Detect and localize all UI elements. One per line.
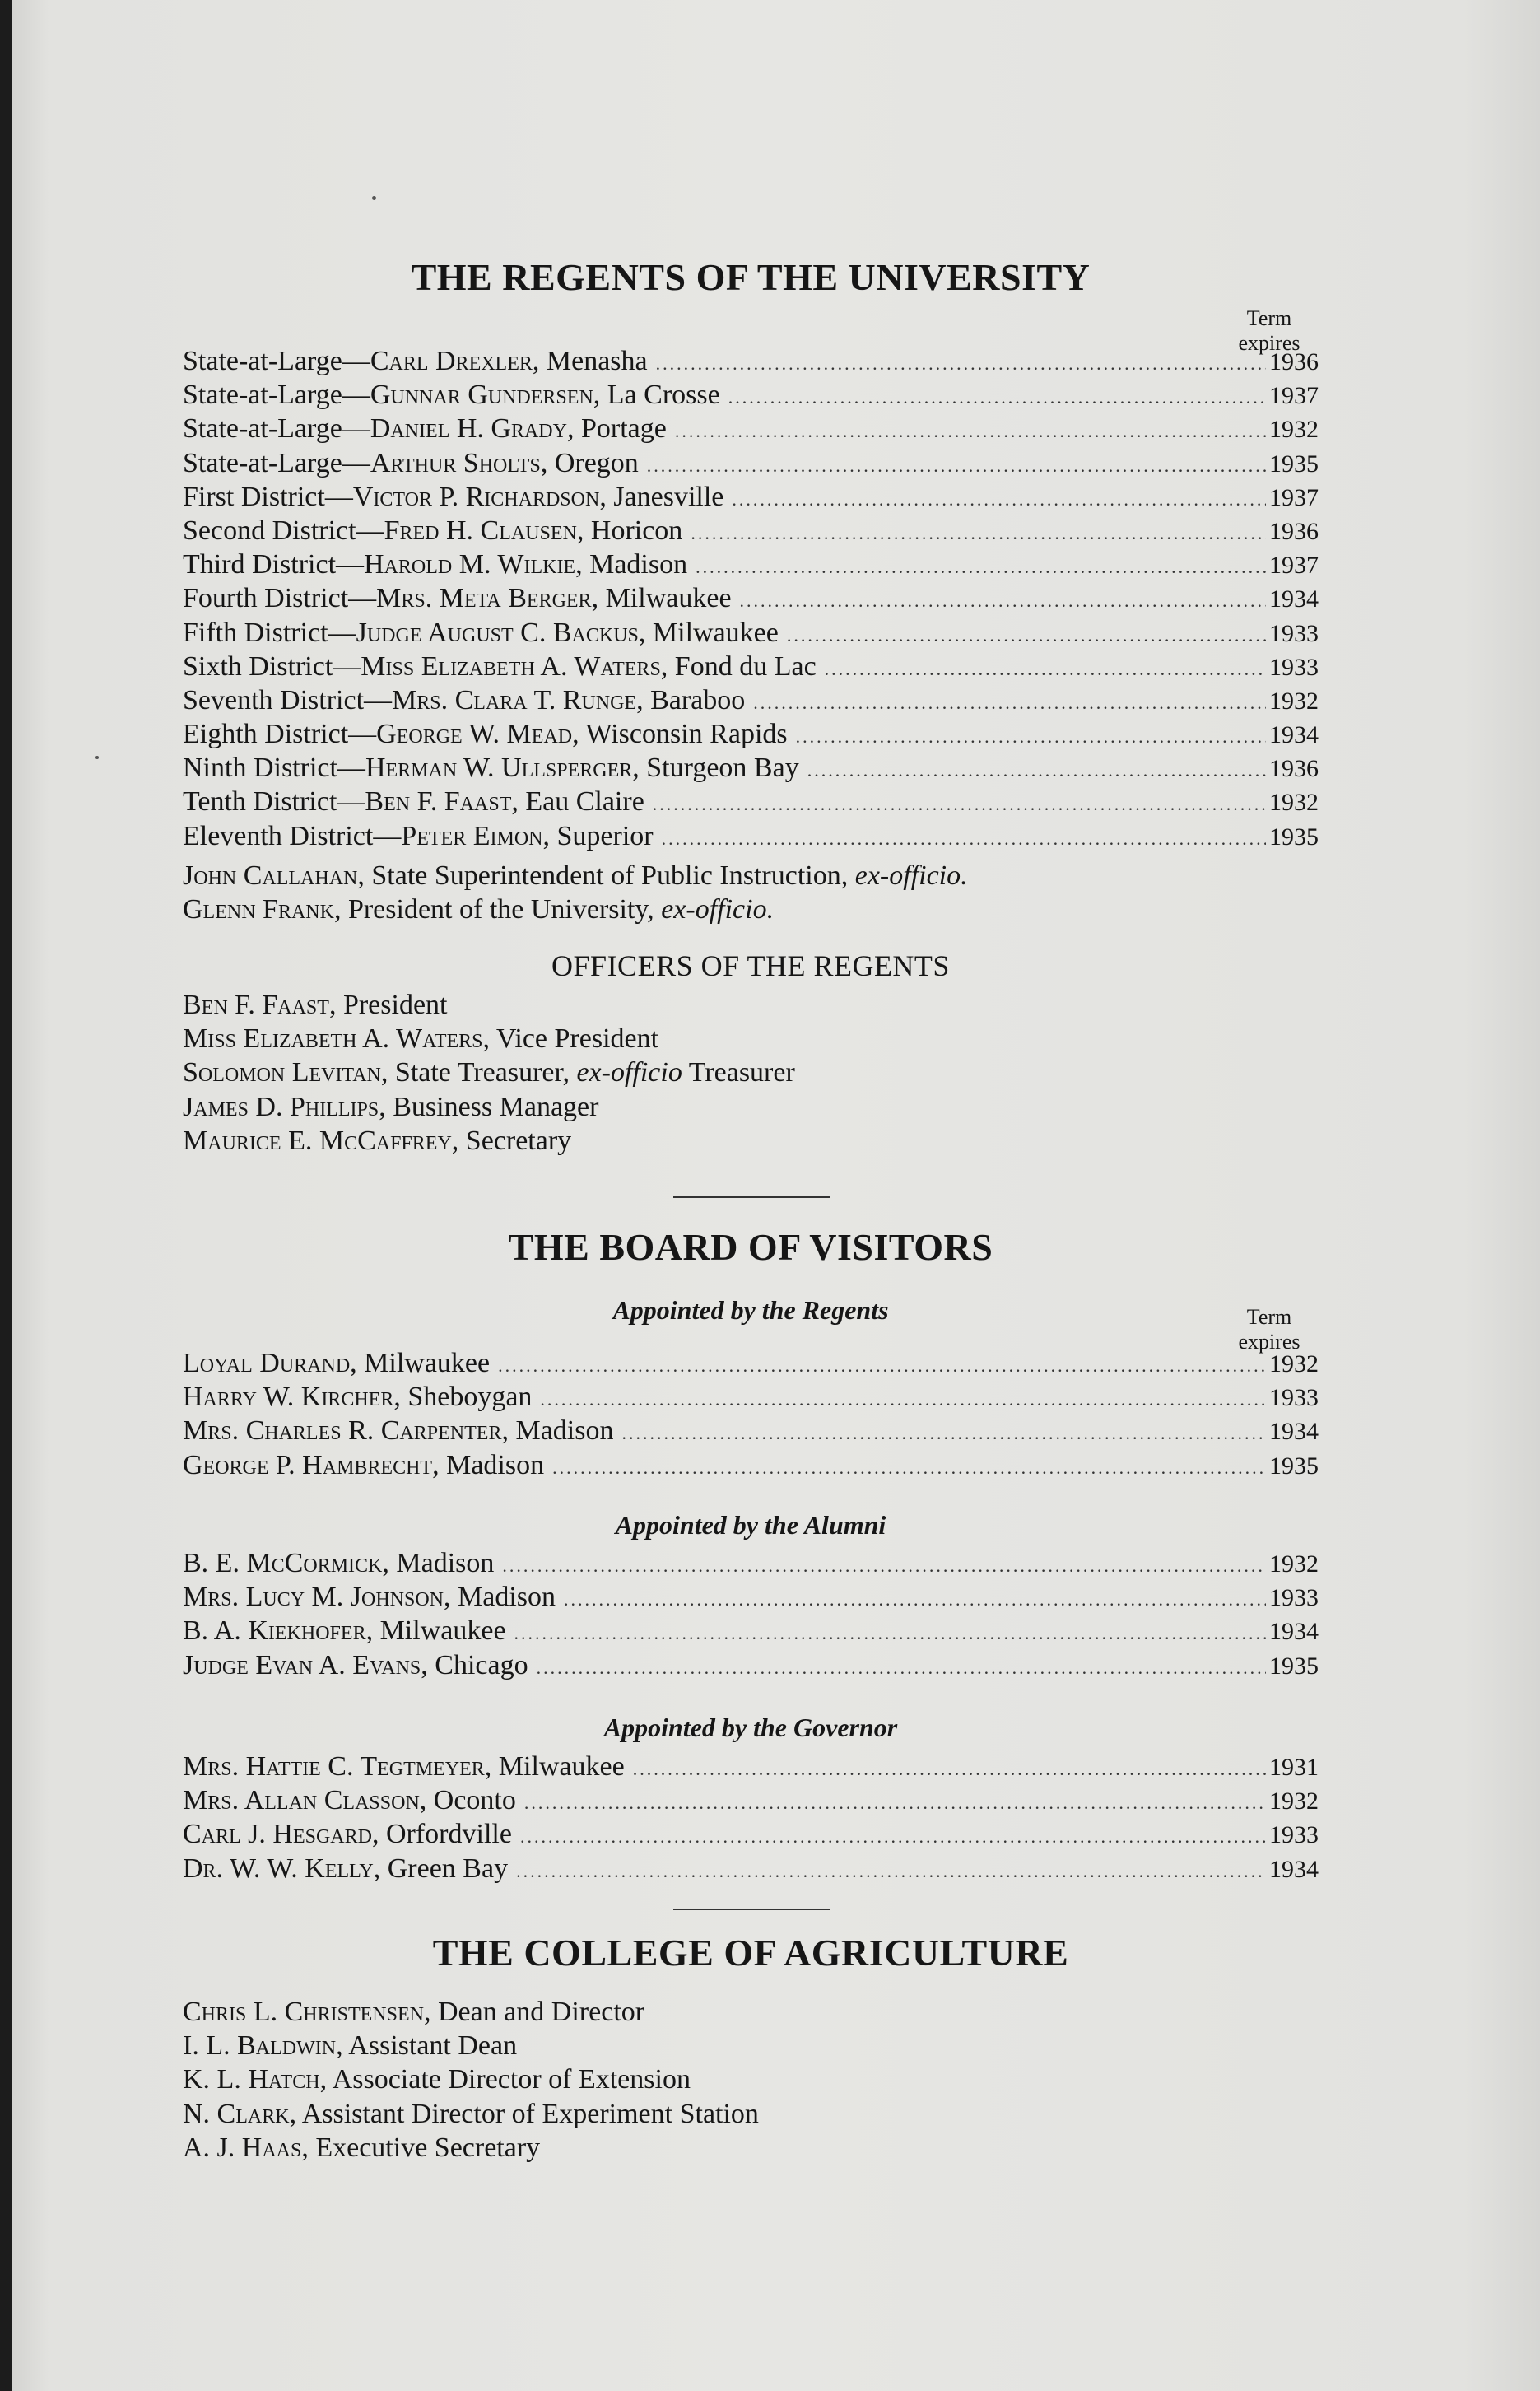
agriculture-line <box>183 2132 1319 2166</box>
agriculture-role: , Assistant Director of Experiment Station <box>289 2098 759 2129</box>
regent-name: Carl Drexler <box>370 346 533 376</box>
regent-place: , Milwaukee <box>591 583 732 614</box>
regent-district: Fourth District— <box>183 583 377 614</box>
dot-leader <box>753 692 1266 714</box>
visitor-label <box>183 1450 544 1481</box>
visitor-label <box>183 1751 625 1783</box>
regent-place: , Horicon <box>576 515 683 546</box>
regent-district: Sixth District— <box>183 650 361 682</box>
regent-place: , Madison <box>575 549 688 580</box>
visitor-name: Mrs. Lucy M. Johnson <box>183 1582 444 1613</box>
officer-role: , Secretary <box>451 1125 572 1156</box>
regent-name: Miss Elizabeth A. Waters <box>361 650 661 682</box>
regent-row <box>183 380 1319 413</box>
visitor-place: , Madison <box>432 1449 545 1480</box>
officers-list <box>183 990 1319 1159</box>
regent-label <box>183 651 817 683</box>
regent-place: , Sturgeon Bay <box>632 753 799 784</box>
dot-leader <box>675 421 1266 442</box>
officer-role: , President <box>328 990 448 1020</box>
regent-row <box>183 651 1319 685</box>
officer-name: Solomon Levitan <box>183 1057 381 1088</box>
dot-leader <box>787 625 1266 646</box>
visitor-place: , Chicago <box>421 1649 528 1680</box>
visitor-name: B. A. Kiekhofer <box>183 1615 366 1647</box>
term-year: 1933 <box>1269 1821 1319 1849</box>
group-heading-alumni: Appointed by the Alumni <box>615 1510 886 1540</box>
regent-place: , Oregon <box>540 447 639 478</box>
officer-name: James D. Phillips <box>183 1091 379 1122</box>
visitor-row <box>183 1415 1319 1449</box>
dot-leader <box>691 523 1266 544</box>
officer-line <box>183 1023 1319 1057</box>
regent-district: Eighth District— <box>183 719 377 750</box>
regent-name: Mrs. Meta Berger <box>376 583 592 614</box>
regent-label <box>183 448 639 479</box>
regent-label <box>183 515 682 547</box>
regent-row <box>183 482 1319 515</box>
visitor-name: Mrs. Charles R. Carpenter <box>183 1415 502 1447</box>
term-year: 1932 <box>1269 1787 1319 1815</box>
agriculture-name: A. J. Haas <box>183 2132 302 2163</box>
ex-officio-line <box>183 860 1319 894</box>
regent-name: Harold M. Wilkie <box>364 549 576 580</box>
dot-leader <box>621 1423 1266 1444</box>
regent-label <box>183 346 648 377</box>
regents-title: THE REGENTS OF THE UNIVERSITY <box>411 256 1091 298</box>
regent-name: Victor P. Richardson <box>352 481 600 512</box>
term-label: Term <box>1246 1305 1292 1329</box>
term-year: 1932 <box>1269 789 1319 817</box>
officer-line <box>183 1092 1319 1126</box>
term-year: 1933 <box>1269 619 1319 647</box>
regent-place: , La Crosse <box>593 380 720 411</box>
regent-name: Daniel H. Grady <box>370 413 567 445</box>
dot-leader <box>728 387 1266 408</box>
section-divider <box>673 1909 830 1910</box>
regent-name: Herman W. Ullsperger <box>365 753 633 784</box>
agriculture-name: N. Clark <box>183 2098 290 2129</box>
visitor-place: , Green Bay <box>373 1853 509 1884</box>
visitor-name: B. E. McCormick <box>183 1548 383 1578</box>
officer-name: Ben F. Faast <box>183 990 329 1020</box>
regent-name: Ben F. Faast <box>365 786 512 818</box>
officer-role-italic: ex-officio <box>576 1057 682 1088</box>
visitor-label <box>183 1348 490 1379</box>
ex-officio-line <box>183 894 1319 928</box>
visitor-row <box>183 1450 1319 1484</box>
regent-place: , Superior <box>542 820 654 851</box>
agriculture-line <box>183 1997 1319 2030</box>
term-year: 1937 <box>1269 483 1319 511</box>
visitor-name: Dr. W. W. Kelly <box>183 1853 374 1884</box>
dot-leader <box>524 1792 1266 1814</box>
term-year: 1932 <box>1269 687 1319 715</box>
term-year: 1932 <box>1269 416 1319 444</box>
regent-district: Second District— <box>183 515 384 546</box>
visitor-row <box>183 1785 1319 1819</box>
dot-leader <box>807 760 1266 781</box>
agriculture-role: , Assistant Dean <box>336 2030 518 2062</box>
regent-label <box>183 482 723 513</box>
regent-label <box>183 821 654 852</box>
term-year: 1935 <box>1269 450 1319 478</box>
dot-leader <box>696 557 1266 578</box>
regent-row <box>183 719 1319 753</box>
dot-leader <box>653 794 1266 815</box>
group-heading-governor: Appointed by the Governor <box>603 1713 898 1742</box>
term-year: 1934 <box>1269 1855 1319 1883</box>
regent-district: Third District— <box>183 549 365 580</box>
visitor-place: , Oconto <box>419 1785 516 1816</box>
dot-leader <box>516 1861 1266 1882</box>
visitor-row <box>183 1650 1319 1684</box>
visitor-row <box>183 1853 1319 1887</box>
regent-row <box>183 753 1319 786</box>
regent-row <box>183 448 1319 482</box>
regent-label <box>183 786 644 818</box>
visitor-label <box>183 1415 613 1447</box>
term-year: 1934 <box>1269 1618 1319 1646</box>
regent-label <box>183 380 720 411</box>
dot-leader <box>647 455 1266 477</box>
visitor-place: , Madison <box>444 1582 556 1613</box>
visitor-name: Mrs. Hattie C. Tegtmeyer <box>183 1751 485 1782</box>
regent-place: , Janesville <box>599 481 724 512</box>
visitor-label <box>183 1548 494 1579</box>
term-year: 1932 <box>1269 1550 1319 1578</box>
term-year: 1936 <box>1269 517 1319 545</box>
visitor-row <box>183 1582 1319 1615</box>
regent-district: Fifth District— <box>183 617 356 648</box>
term-year: 1934 <box>1269 721 1319 749</box>
regent-name: George W. Mead <box>376 719 573 750</box>
dot-leader <box>514 1623 1266 1644</box>
regent-place: , Wisconsin Rapids <box>572 719 788 750</box>
regent-row <box>183 346 1319 380</box>
regent-district: First District— <box>183 481 353 512</box>
regent-district: Seventh District— <box>183 684 393 715</box>
regent-place: , Fond du Lac <box>660 650 817 682</box>
ex-officio-role: , President of the University, <box>333 894 662 925</box>
agriculture-role: , Executive Secretary <box>301 2132 541 2163</box>
dot-leader <box>520 1826 1266 1848</box>
officer-line <box>183 1057 1319 1091</box>
print-speck <box>95 756 99 759</box>
expires-label: expires <box>1238 331 1300 355</box>
regents-ex-officio-list <box>183 860 1319 928</box>
visitor-row <box>183 1548 1319 1582</box>
agriculture-name: I. L. Baldwin <box>183 2030 337 2062</box>
regent-district: Tenth District— <box>183 786 365 818</box>
term-year: 1935 <box>1269 1452 1319 1480</box>
visitors-alumni-list <box>183 1548 1319 1684</box>
dot-leader <box>825 659 1266 680</box>
term-year: 1936 <box>1269 348 1319 375</box>
ex-officio-role: , State Superintendent of Public Instruction, <box>357 860 855 891</box>
officer-role: , Business Manager <box>379 1091 599 1122</box>
term-year: 1933 <box>1269 1384 1319 1412</box>
term-year: 1935 <box>1269 1652 1319 1680</box>
visitor-name: Mrs. Allan Classon <box>183 1785 420 1816</box>
agriculture-name: K. L. Hatch <box>183 2064 320 2095</box>
regent-place: , Eau Claire <box>511 786 644 818</box>
visitor-label <box>183 1650 528 1681</box>
regent-district: Ninth District— <box>183 753 365 784</box>
dot-leader <box>502 1555 1266 1577</box>
visitor-label <box>183 1853 508 1885</box>
regents-list <box>183 346 1319 855</box>
visitors-governor-list <box>183 1751 1319 1887</box>
visitor-place: , Orfordville <box>371 1819 512 1850</box>
regent-district: State-at-Large— <box>183 447 370 478</box>
regent-name: Gunnar Gundersen <box>370 380 593 411</box>
regent-name: Peter Eimon <box>401 820 543 851</box>
agriculture-line <box>183 2030 1319 2064</box>
dot-leader <box>633 1759 1266 1780</box>
regent-label <box>183 685 745 716</box>
visitors-title: THE BOARD OF VISITORS <box>508 1226 993 1268</box>
term-year: 1934 <box>1269 585 1319 613</box>
officer-role: , Vice President <box>482 1023 659 1055</box>
officer-name: Miss Elizabeth A. Waters <box>183 1023 483 1055</box>
visitor-label <box>183 1582 556 1613</box>
officer-line <box>183 1126 1319 1159</box>
regent-row <box>183 515 1319 549</box>
dot-leader <box>498 1355 1266 1377</box>
visitor-label <box>183 1615 506 1647</box>
agriculture-line <box>183 2064 1319 2098</box>
visitor-name: Carl J. Hesgard <box>183 1819 372 1850</box>
regent-row <box>183 583 1319 617</box>
regent-label <box>183 618 779 649</box>
regent-label <box>183 719 788 750</box>
regent-place: , Portage <box>566 413 667 445</box>
term-year: 1933 <box>1269 1584 1319 1612</box>
agriculture-name: Chris L. Christensen <box>183 1997 424 2027</box>
regent-district: State-at-Large— <box>183 346 370 376</box>
print-speck <box>372 196 376 200</box>
regent-district: State-at-Large— <box>183 413 370 445</box>
term-year: 1931 <box>1269 1754 1319 1781</box>
ex-officio-name: John Callahan <box>183 860 358 891</box>
term-year: 1935 <box>1269 823 1319 851</box>
term-year: 1936 <box>1269 755 1319 783</box>
dot-leader <box>732 489 1266 510</box>
section-divider <box>673 1196 830 1198</box>
dot-leader <box>796 726 1266 748</box>
visitor-place: , Madison <box>382 1548 495 1578</box>
agriculture-title: THE COLLEGE OF AGRICULTURE <box>432 1932 1069 1974</box>
regent-name: Arthur Sholts <box>370 447 541 478</box>
dot-leader <box>662 828 1266 850</box>
agriculture-line <box>183 2099 1319 2132</box>
term-year: 1933 <box>1269 653 1319 681</box>
visitor-row <box>183 1819 1319 1853</box>
visitor-label <box>183 1785 516 1816</box>
regent-label <box>183 549 687 580</box>
regent-label <box>183 583 732 614</box>
officers-title: OFFICERS OF THE REGENTS <box>551 949 950 982</box>
term-label: Term <box>1246 306 1292 330</box>
visitor-place: , Milwaukee <box>484 1751 625 1782</box>
regent-district: State-at-Large— <box>183 380 370 411</box>
visitor-place: , Milwaukee <box>350 1348 491 1378</box>
dot-leader <box>537 1657 1266 1679</box>
regent-label <box>183 753 799 784</box>
agriculture-list <box>183 1997 1319 2166</box>
visitor-name: Harry W. Kircher <box>183 1382 394 1413</box>
regent-row <box>183 786 1319 820</box>
dot-leader <box>740 590 1266 612</box>
visitor-place: , Milwaukee <box>365 1615 506 1647</box>
visitor-name: Judge Evan A. Evans <box>183 1649 421 1680</box>
visitors-regents-list <box>183 1348 1319 1484</box>
visitor-place: , Madison <box>501 1415 614 1447</box>
regent-row <box>183 618 1319 651</box>
visitor-label <box>183 1819 512 1850</box>
regent-name: Mrs. Clara T. Runge <box>392 684 637 715</box>
visitor-place: , Sheboygan <box>393 1382 533 1413</box>
visitor-name: Loyal Durand <box>183 1348 351 1378</box>
officer-line <box>183 990 1319 1023</box>
regent-place: , Menasha <box>532 346 648 376</box>
page-binding-edge <box>0 0 12 2391</box>
dot-leader <box>540 1389 1266 1410</box>
term-year: 1937 <box>1269 552 1319 580</box>
officer-name: Maurice E. McCaffrey <box>183 1125 452 1156</box>
ex-officio-name: Glenn Frank <box>183 894 334 925</box>
dot-leader <box>656 353 1266 375</box>
officer-role: , State Treasurer, <box>380 1057 577 1088</box>
visitor-row <box>183 1615 1319 1649</box>
ex-officio-suffix: ex-officio. <box>854 860 968 891</box>
officer-role-tail: Treasurer <box>682 1057 795 1088</box>
ex-officio-suffix: ex-officio. <box>661 894 775 925</box>
expires-label: expires <box>1238 1330 1300 1354</box>
term-year: 1932 <box>1269 1350 1319 1377</box>
agriculture-role: , Associate Director of Extension <box>319 2064 691 2095</box>
visitor-row <box>183 1751 1319 1785</box>
regent-place: , Milwaukee <box>638 617 779 648</box>
dot-leader <box>552 1457 1266 1479</box>
visitor-row <box>183 1348 1319 1382</box>
dot-leader <box>564 1589 1266 1610</box>
agriculture-role: , Dean and Director <box>423 1997 645 2027</box>
regent-district: Eleventh District— <box>183 820 402 851</box>
group-heading-regents: Appointed by the Regents <box>612 1295 889 1325</box>
visitor-label <box>183 1382 532 1413</box>
term-year: 1937 <box>1269 382 1319 410</box>
regent-row <box>183 549 1319 583</box>
regent-row <box>183 413 1319 447</box>
regent-label <box>183 413 667 445</box>
term-year: 1934 <box>1269 1418 1319 1446</box>
regent-row <box>183 821 1319 855</box>
visitor-name: George P. Hambrecht <box>183 1449 433 1480</box>
regent-place: , Baraboo <box>636 684 746 715</box>
regent-name: Judge August C. Backus <box>356 617 639 648</box>
regent-row <box>183 685 1319 719</box>
regent-name: Fred H. Clausen <box>384 515 577 546</box>
visitor-row <box>183 1382 1319 1415</box>
